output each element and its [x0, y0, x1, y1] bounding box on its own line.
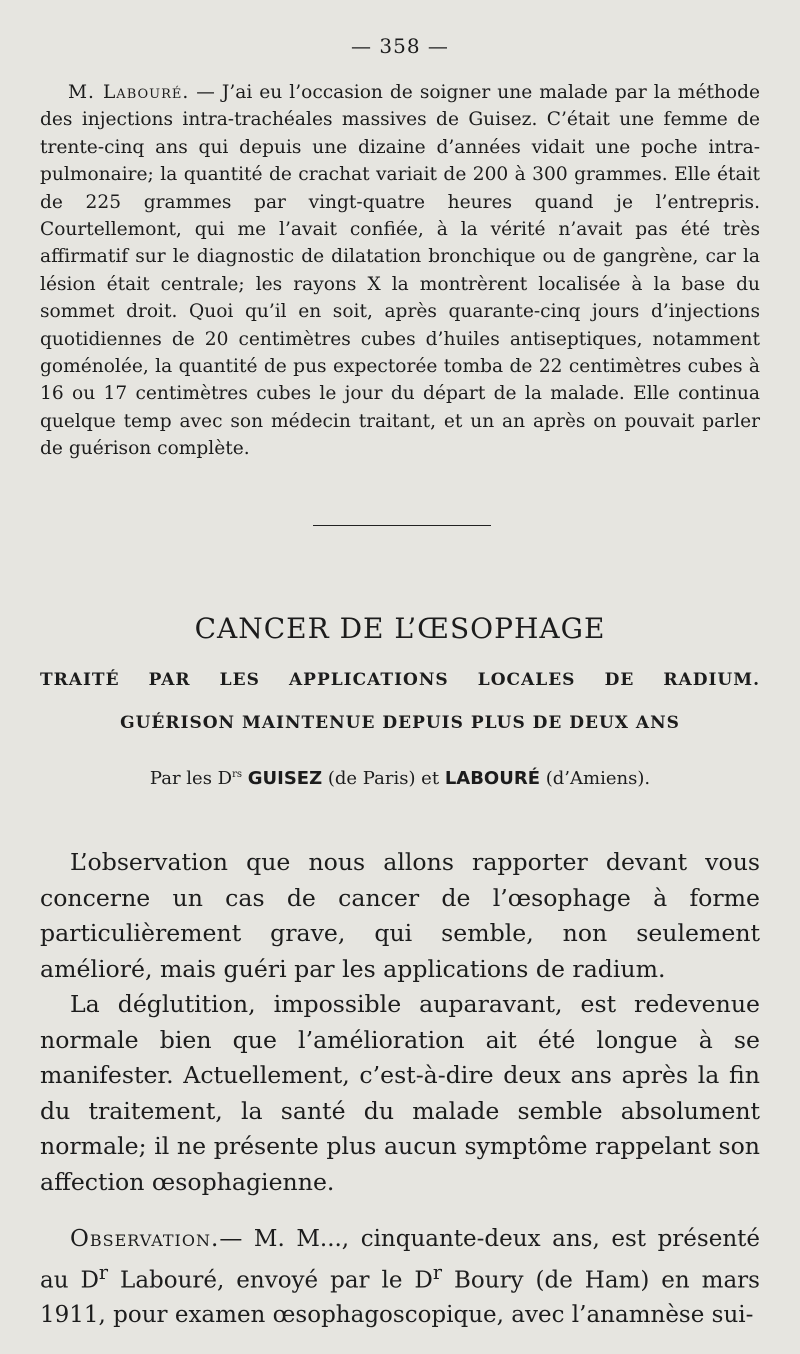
author-guisez-place: (de Paris) et	[327, 768, 440, 789]
observation-text-1: — M. M..., cinquante-deux ans, est présenté au D	[40, 1226, 760, 1294]
observation-paragraph	[40, 1222, 760, 1332]
observation-section	[40, 1222, 760, 1332]
section-divider	[313, 525, 491, 526]
comment-text: — J’ai eu l’occasion de soigner une malade par la méthode des injections intra-trachéales massives de Guisez. C’était une femme de trente-cinq ans qui depuis une dizaine d’années vidait une poche intra-pulmonaire; la quantité de crachat variait de 200 à 300 grammes. Elle était de 225 grammes par vingt-quatre heures quand je l’entrepris. Courtellemont, qui me l’avait confiée, à la vérité n’avait pas été très affirmatif sur le diagnostic de dilatation bronchique ou de gangrène, car la lésion était centrale; les rayons X la montrèrent localisée à la base du sommet droit. Quoi qu’il en soit, après quarante-cinq jours d’injections quotidiennes de 20 centimètres cubes d’huiles antiseptiques, notamment goménolée, la quantité de pus expectorée tomba de 22 centimètres cubes à 16 ou 17 centimètres cubes le jour du départ de la malade. Elle continua quelque temp avec son médecin traitant, et un an après on pouvait parler de guérison complète.	[40, 82, 760, 460]
author-laboure-place: (d’Amiens).	[545, 768, 651, 789]
observation-sup-2: r	[432, 1261, 443, 1284]
body-paragraph-1: L’observation que nous allons rapporter devant vous concerne un cas de cancer de l’œsophage à forme particulièrement grave, qui semble, non seulement amélioré, mais guéri par les applications de radium.	[40, 848, 760, 983]
observation-text-2: Labouré, envoyé par le D	[108, 1267, 433, 1294]
author-laboure: LABOURÉ	[444, 768, 541, 789]
article-subtitle-line1: TRAITÉ PAR LES APPLICATIONS LOCALES DE RADIUM.	[40, 670, 760, 690]
byline-prefix-sup: rs	[232, 769, 243, 780]
page-number: — 358 —	[351, 34, 449, 58]
byline-prefix: Par les D	[149, 768, 233, 789]
observation-sup-1: r	[98, 1261, 109, 1284]
body-paragraph-2: La déglutition, impossible auparavant, est redevenue normale bien que l’amélioration ait été longue à se manifester. Actuellement, c’est-à-dire deux ans après la fin du traitement, la santé du malade semble absolument normale; il ne présente plus aucun symptôme rappelant son affection œsophagienne.	[40, 990, 760, 1196]
article-title: CANCER DE L’ŒSOPHAGE	[194, 612, 606, 645]
discussion-comment	[40, 79, 760, 463]
article-subtitle-line2: GUÉRISON MAINTENUE DEPUIS PLUS DE DEUX ANS	[120, 713, 680, 733]
comment-paragraph	[40, 79, 760, 463]
article-body	[40, 845, 760, 1200]
observation-label: Observation.	[70, 1226, 220, 1252]
observation-text-3: Boury (de Ham) en mars 1911, pour examen œsophagoscopique, avec l’anamnèse sui-	[40, 1267, 760, 1328]
article-byline	[0, 768, 800, 789]
author-guisez: GUISEZ	[247, 768, 323, 789]
comment-speaker: M. Labouré.	[68, 82, 190, 103]
